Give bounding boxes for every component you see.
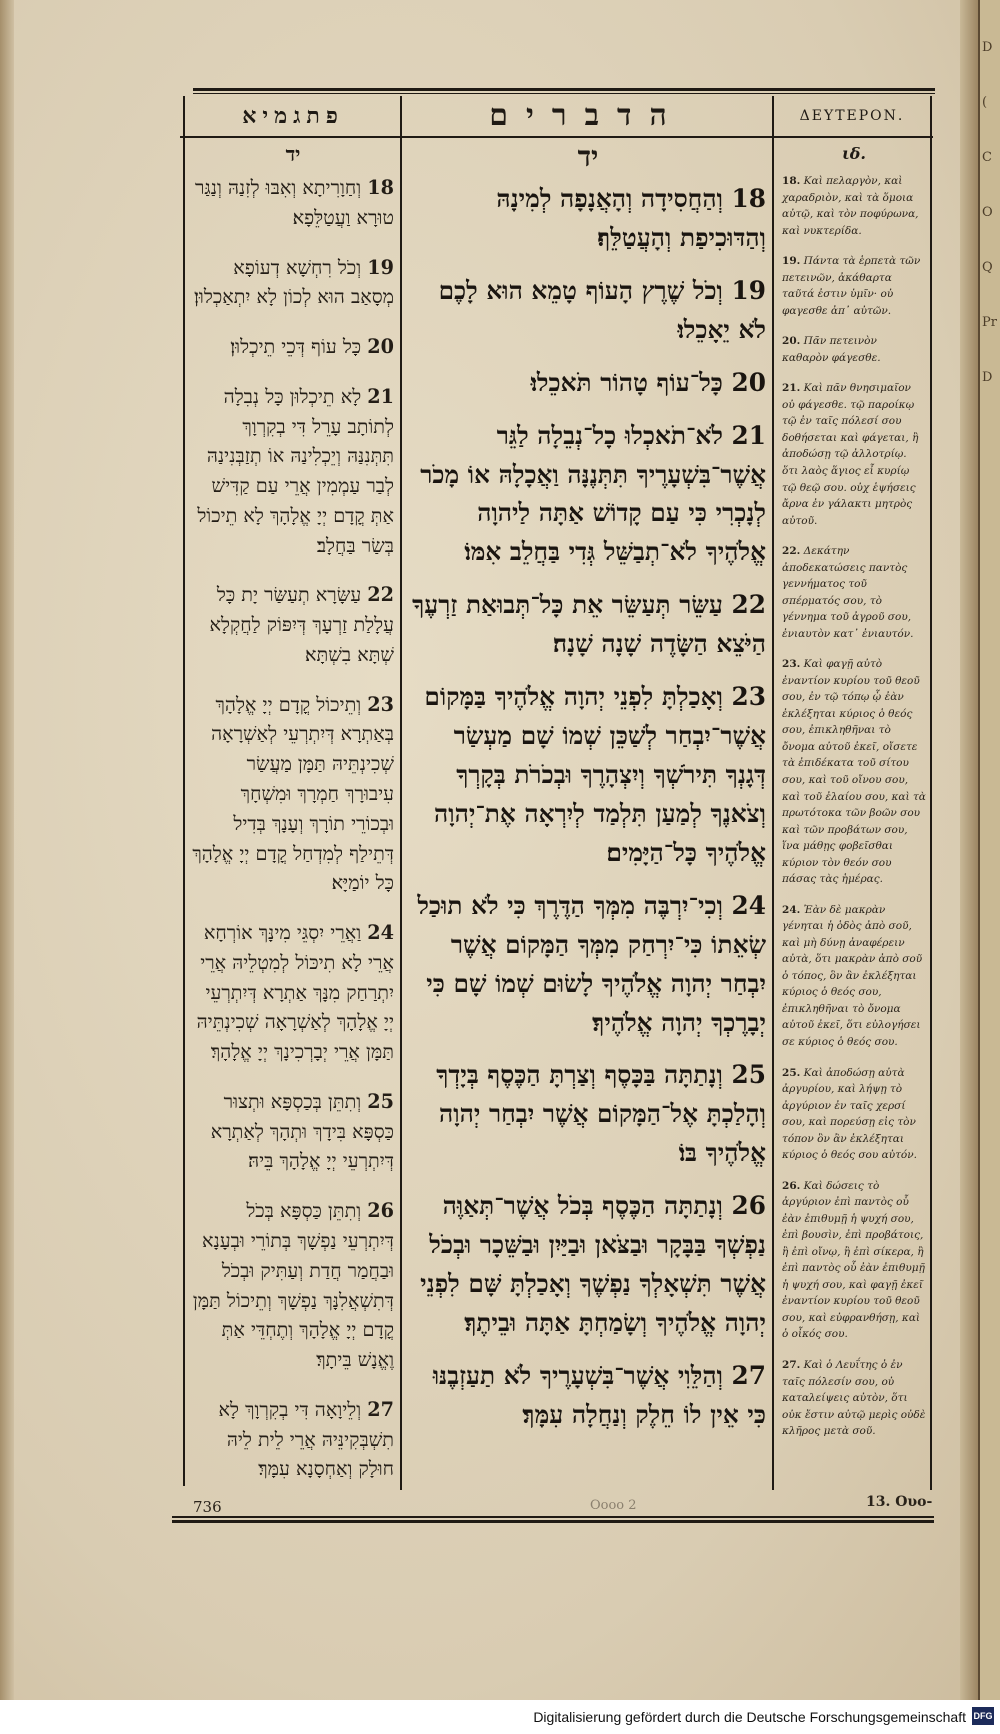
verse-text: וְתֵיכוֹל קֳדָם יְיָ אֱלָהָךְ בְּאַתְרָא דְּיִתְרְעֵי לְאַשְׁרָאָה שְׁכִינְתֵּיהּ תַּמָּן מַעֲשַׂר עִיבוּרָךְ חַמְרָךְ וּמִשְׁחָךְ וּבְכוֹרֵי תוֹרָךְ וְעָנָךְ בְּדִיל דְּתֵילַף לְמִדְחַל קֳדָם יְיָ אֱלָהָךְ כָּל יוֹמַיָּא׃ (192, 692, 394, 895)
greek-column (782, 140, 926, 1454)
verse-number: 26 (367, 1199, 394, 1223)
hebrew-verse (410, 1187, 766, 1343)
dfg-logo: DFG (972, 1707, 994, 1725)
verse-text: וְלֵיוָאָה דִּי בְקִרְוָךְ לָא תִשְׁבְּקִינֵּיהּ אֲרֵי לֵית לֵיהּ חוּלָק וְאַחְסָנָא עִמָּךְ׃ (218, 1397, 394, 1481)
verse-text: וְהַחֲסִידָה וְהָאֲנָפָה לְמִינָהּ וְהַדּוּכִיפַת וְהָעֲטַלֵּף׃ (496, 184, 766, 252)
verse-text: וְכֹל שֶׁרֶץ הָעוֹף טָמֵא הוּא לָכֶם לֹא יֵאָכֵלוּ׃ (438, 275, 766, 344)
hebrew-verses (410, 180, 766, 1435)
verse-number: 25. (782, 1066, 801, 1079)
verse-number: 18. (782, 175, 801, 187)
verse-text: וְחַוָרִיתָא וְאִבּוּ לְזִנַהּ וְנַגַּר טוּרָא וַעֲטַלֵּפָא׃ (194, 176, 394, 229)
next-page-edge (978, 0, 1000, 1700)
verse-text: לֹא־תֹאכְלוּ כָל־נְבֵלָה לַגֵּר אֲשֶׁר־בִּשְׁעָרֶיךָ תִּתְּנֶנָּה וַאֲכָלָהּ אוֹ מָכֹר לְנָכְרִי כִּי עַם קָדוֹשׁ אַתָּה לַיהוָה אֱלֹהֶיךָ לֹא־תְבַשֵּׁל גְּדִי בַּחֲלֵב אִמּוֹ׃ (420, 420, 766, 567)
header-greek: ΔΕΥΤΕΡΟΝ. (799, 108, 905, 124)
greek-verse (782, 902, 926, 1051)
greek-verse (782, 380, 926, 529)
verse-number: 26 (731, 1191, 766, 1221)
verse-text: Καὶ πᾶν θνησιμαῖον οὐ φάγεσθε. τῷ παροίκῳ τῷ ἐν ταῖς πόλεσί σου δοθήσεται καὶ φάγεται, ἢ ἀποδώσῃ τῷ ἀλλοτρίῳ. ὅτι λαὸς ἅγιος εἶ κυρίῳ τῷ θεῷ σου. οὐχ ἑψήσεις ἄρνα ἐν γάλακτι μητρὸς αὐτοῦ. (782, 382, 919, 527)
header-onkelos: פתגמיא (242, 103, 344, 129)
signature-mark: Oooo 2 (590, 1498, 637, 1513)
hebrew-column (410, 140, 766, 1449)
next-page-fragment: O (982, 205, 993, 220)
verse-number: 24 (731, 890, 766, 920)
header-rule (180, 136, 933, 138)
verse-text: כָּל עוֹף דְּכֵי תֵיכְלוּן׃ (230, 335, 362, 359)
verse-number: 21. (782, 382, 801, 395)
onkelos-verse (192, 382, 394, 561)
verse-text: וְתִתֵּן כַּסְפָּא בְּכֹל דְּיִתְרְעֵי נַפְשָׁךְ בְּתוֹרֵי וּבְעָנָא וּבַחֲמַר חֲדַת וְעַתִּיק וּבְכֹל דְּתִשְׁאֲלִנָּךְ נַפְשָׁךְ וְתֵיכוֹל תַּמָּן קֳדָם יְיָ אֱלָהָךְ וְתֶחְדֵּי אַתְּ וֶאֱנָשׁ בֵּיתָךְ׃ (192, 1199, 394, 1372)
verse-text: וַאֲרֵי יִסְגֵּי מִינָּךְ אוֹרְחָא אֲרֵי לָא תִיכּוֹל לְמִטְלֵיהּ אֲרֵי יִתְרַחַק מִנָּךְ אַתְרָא דְּיִתְרְעֵי יְיָ אֱלָהָךְ לְאַשְׁרָאָה שְׁכִינְתֵּיהּ תַּמָּן אֲרֵי יְבָרְכִינָךְ יְיָ אֱלָהָךְ׃ (196, 921, 394, 1064)
credit-bar (0, 1700, 1000, 1734)
verse-number: 25 (731, 1060, 766, 1090)
verse-text: Πάντα τὰ ἑρπετὰ τῶν πετεινῶν, ἀκάθαρτα ταῦτά ἐστιν ὑμῖν· οὐ φαγεσθε ἀπ᾽ αὐτῶν. (782, 255, 921, 317)
greek-verses (782, 173, 926, 1440)
next-page-fragment: C (982, 150, 992, 165)
hebrew-verse (410, 272, 766, 350)
chapter-number-greek: ιδ. (842, 144, 866, 163)
verse-text: Δεκάτην ἀποδεκατώσεις παντὸς γεννήματος τοῦ σπέρματός σου, τὸ γέννημα τοῦ ἀγροῦ σου, ἐνιαυτὸν κατ᾽ ἐνιαυτόν. (782, 545, 914, 640)
greek-verse (782, 1065, 926, 1164)
onkelos-verse (192, 690, 394, 898)
verse-text: Καὶ ὁ Λευΐτης ὁ ἐν ταῖς πόλεσίν σου, οὐ καταλείψεις αὐτὸν, ὅτι οὐκ ἔστιν αὐτῷ μερὶς οὐδὲ κλῆρος μετὰ σοῦ. (782, 1359, 926, 1438)
greek-verse (782, 1357, 926, 1440)
next-page-fragment: ( (982, 95, 988, 110)
verse-number: 19. (782, 255, 801, 268)
hebrew-verse (410, 1357, 766, 1435)
verse-number: 27. (782, 1359, 801, 1371)
onkelos-verse (192, 580, 394, 669)
verse-number: 20. (782, 335, 801, 348)
verse-number: 22 (731, 590, 766, 620)
verse-text: וְכֹל רִחְשָׁא דְעוֹפָא מְסָאַב הוּא לְכוֹן לָא יִתְאַכְלוּן׃ (194, 255, 394, 309)
hebrew-verse (410, 586, 766, 664)
verse-text: עַשָּׂרָא תְעַשַּׂר יָת כָּל עֲלָלַת זַרְעָךְ דְּיִפּוֹק לַחֲקְלָא שְׁתָּא בִשְׁתָּא׃ (209, 583, 394, 666)
verse-number: 25 (367, 1089, 394, 1113)
next-page-fragment: Pr (982, 315, 997, 330)
verse-number: 22. (782, 545, 801, 558)
verse-text: Καὶ φαγῇ αὐτὸ ἐναντίον κυρίου τοῦ θεοῦ σου, ἐν τῷ τόπῳ ᾧ ἐὰν ἐκλέξηται κύριος ὁ θεός σου, ἐπικληθῆναι τὸ ὄνομα αὐτοῦ ἐκεῖ, οἴσετε τὰ ἐπιδέκατα τοῦ σίτου σου, καὶ τοῦ οἴνου σου, καὶ τοῦ ἐλαίου σου, καὶ τὰ πρωτότοκα τῶν βοῶν σου καὶ τῶν προβάτων σου, ἵνα μάθῃς φοβεῖσθαι κύριον τὸν θεόν σου πάσας τὰς ἡμέρας. (782, 658, 926, 886)
greek-verse (782, 543, 926, 642)
verse-number: 27 (367, 1397, 394, 1421)
onkelos-verses (192, 173, 394, 1484)
verse-text: וְאָכַלְתָּ לִפְנֵי יְהוָה אֱלֹהֶיךָ בַּמָּקוֹם אֲשֶׁר־יִבְחַר לְשַׁכֵּן שְׁמוֹ שָׁם מַעְשַׂר דְּגָנְךָ תִּירֹשְׁךָ וְיִצְהָרֶךָ וּבְכֹרֹת בְּקָרְךָ וְצֹאנֶךָ לְמַעַן תִּלְמַד לְיִרְאָה אֶת־יְהוָה אֱלֹהֶיךָ כָּל־הַיָּמִים׃ (424, 682, 766, 867)
verse-text: וְהַלֵּוִי אֲשֶׁר־בִּשְׁעָרֶיךָ לֹא תַעַזְבֶנּוּ כִּי אֵין לוֹ חֵלֶק וְנַחֲלָה עִמָּךְ׃ (432, 1360, 766, 1429)
verse-number: 27 (731, 1360, 766, 1390)
top-double-rule (193, 88, 935, 91)
verse-number: 20 (731, 367, 766, 397)
verse-number: 18 (367, 176, 394, 199)
chapter-number-onkelos: יד (285, 142, 301, 166)
verse-text: עַשֵּׂר תְּעַשֵּׂר אֵת כָּל־תְּבוּאַת זַרְעֶךָ הַיֹּצֵא הַשָּׂדֶה שָׁנָה שָׁנָה׃ (412, 590, 766, 659)
verse-number: 20 (367, 335, 394, 359)
greek-verse (782, 333, 926, 366)
greek-verse (782, 1178, 926, 1343)
hebrew-verse (410, 887, 766, 1043)
onkelos-verse (192, 1196, 394, 1375)
page-gutter (0, 0, 14, 1700)
greek-verse (782, 656, 926, 887)
bottom-rule (172, 1516, 934, 1518)
verse-text: וְתִתֵּן בְּכַסְפָּא וּתְצוּר כַּסְפָּא בִּידָךְ וּתְהָךְ לְאַתְרָא דְּיִתְרְעֵי יְיָ אֱלָהָךְ בֵּיהּ׃ (210, 1089, 394, 1173)
next-page-fragment: Q (982, 260, 993, 275)
right-frame-rule (930, 96, 932, 1490)
verse-number: 23 (731, 682, 766, 712)
verse-text: Καὶ ἀποδώσῃ αὐτὰ ἀργυρίου, καὶ λήψῃ τὸ ἀργύριον ἐν ταῖς χερσί σου, καὶ πορεύσῃ εἰς τὸν τόπον ὃν ἂν ἐκλέξηται κύριος ὁ θεός σου αὐτόν. (782, 1066, 917, 1162)
chapter-number-hebrew: יד (577, 140, 599, 173)
verse-text: Πᾶν πετεινὸν καθαρὸν φάγεσθε. (782, 335, 881, 364)
header-hebrew: הדברים (489, 98, 685, 133)
verse-number: 24 (367, 921, 394, 945)
verse-text: Ἐὰν δὲ μακρὰν γένηται ἡ ὁδὸς ἀπὸ σοῦ, καὶ μὴ δύνῃ ἀναφέρειν αὐτὰ, ὅτι μακρὰν ἀπὸ σοῦ ὁ τόπος, ὃν ἂν ἐκλέξηται κύριος ὁ θεός σου, ἐπικληθῆναι τὸ ὄνομα αὐτοῦ ἐκεῖ, ὅτι εὐλογήσει σε κύριος ὁ θεός σου. (782, 903, 923, 1048)
credit-text: Digitalisierung gefördert durch die Deutsche Forschungsgemeinschaft (533, 1709, 966, 1725)
verse-number: 19 (367, 255, 394, 279)
verse-text: Καὶ δώσεις τὸ ἀργύριον ἐπὶ παντὸς οὗ ἐὰν ἐπιθυμῇ ἡ ψυχή σου, ἐπὶ βουσὶν, ἐπὶ προβάτοις, ἢ ἐπὶ οἴνῳ, ἢ ἐπὶ σίκερα, ἢ ἐπὶ παντὸς οὗ ἐὰν ἐπιθυμῇ ἡ ψυχή σου, καὶ φαγῇ ἐκεῖ ἐναντίον κυρίου τοῦ θεοῦ σου, καὶ εὐφρανθήσῃ, καὶ ὁ οἶκός σου. (782, 1179, 925, 1341)
verse-number: 23. (782, 658, 801, 671)
verse-number: 19 (731, 275, 766, 305)
onkelos-verse (192, 1087, 394, 1176)
verse-text: Καὶ πελαργὸν, καὶ χαραδριὸν, καὶ τὰ ὅμοια αὐτῷ, καὶ τὸν ποφύρωνα, καὶ νυκτερίδα. (782, 175, 919, 237)
hebrew-verse (410, 678, 766, 873)
hebrew-verse (410, 180, 766, 258)
verse-text: לָא תֵיכְלוּן כָּל נְבִלָה לְתוֹתָב עָרֵל דִּי בְקִרְוָךְ תִּתְּנִנַּהּ וְיֵכְלִינַהּ אוֹ תְזַבְּנִינַהּ לְבַר עַמְמִין אֲרֵי עַם קַדִּישׁ אַתְּ קֳדָם יְיָ אֱלָהָךְ לָא תֵיכוֹל בְּשַׂר בַּחֲלָב׃ (197, 384, 394, 557)
verse-number: 23 (367, 692, 394, 716)
verse-number: 26. (782, 1179, 801, 1192)
verse-text: וְנָתַתָּה הַכֶּסֶף בְּכֹל אֲשֶׁר־תְּאַוֶּה נַפְשְׁךָ בַּבָּקָר וּבַצֹּאן וּבַיַּיִן וּבַשֵּׁכָר וּבְכֹל אֲשֶׁר תִּשְׁאָלְךָ נַפְשֶׁךָ וְאָכַלְתָּ שָּׁם לִפְנֵי יְהוָה אֱלֹהֶיךָ וְשָׂמַחְתָּ אַתָּה וּבֵיתֶךָ׃ (420, 1191, 766, 1337)
verse-number: 22 (367, 583, 394, 607)
hebrew-verse (410, 417, 766, 573)
left-frame-rule (183, 96, 185, 1486)
verse-text: וְכִי־יִרְבֶּה מִמְּךָ הַדֶּרֶךְ כִּי לֹא תוּכַל שְׂאֵתוֹ כִּי־יִרְחַק מִמְּךָ הַמָּקוֹם אֲשֶׁר יִבְחַר יְהוָה אֱלֹהֶיךָ לָשׂוּם שְׁמוֹ שָׁם כִּי יְבָרֶכְךָ יְהוָה אֱלֹהֶיךָ׃ (417, 890, 766, 1037)
bottom-rule-thick (172, 1520, 934, 1523)
onkelos-verse (192, 173, 394, 233)
verse-number: 21 (367, 384, 394, 408)
verse-text: וְנָתַתָּה בַּכָּסֶף וְצַרְתָּ הַכֶּסֶף בְּיָדְךָ וְהָלַכְתָּ אֶל־הַמָּקוֹם אֲשֶׁר יִבְחַר יְהוָה אֱלֹהֶיךָ בּוֹ׃ (436, 1060, 766, 1168)
next-page-fragment: D (982, 40, 993, 55)
onkelos-verse (192, 918, 394, 1067)
verse-number: 18 (731, 184, 766, 213)
verse-number: 21 (731, 420, 766, 450)
greek-verse (782, 253, 926, 319)
verse-number: 24. (782, 903, 801, 916)
onkelos-column (192, 140, 394, 1504)
onkelos-verse (192, 332, 394, 362)
catchword: 13. Ουο- (866, 1494, 933, 1510)
onkelos-verse (192, 253, 394, 313)
top-rule-thin (193, 93, 935, 94)
hebrew-verse (410, 364, 766, 403)
divider-left (400, 96, 402, 1490)
divider-right (772, 96, 774, 1490)
page-number: 736 (193, 1498, 222, 1516)
onkelos-verse (192, 1395, 394, 1484)
hebrew-verse (410, 1056, 766, 1173)
verse-text: כָּל־עוֹף טָהוֹר תֹּאכֵלוּ׃ (530, 367, 723, 397)
greek-verse (782, 173, 926, 239)
next-page-fragment: D (982, 370, 993, 385)
page-edge (960, 0, 978, 1700)
